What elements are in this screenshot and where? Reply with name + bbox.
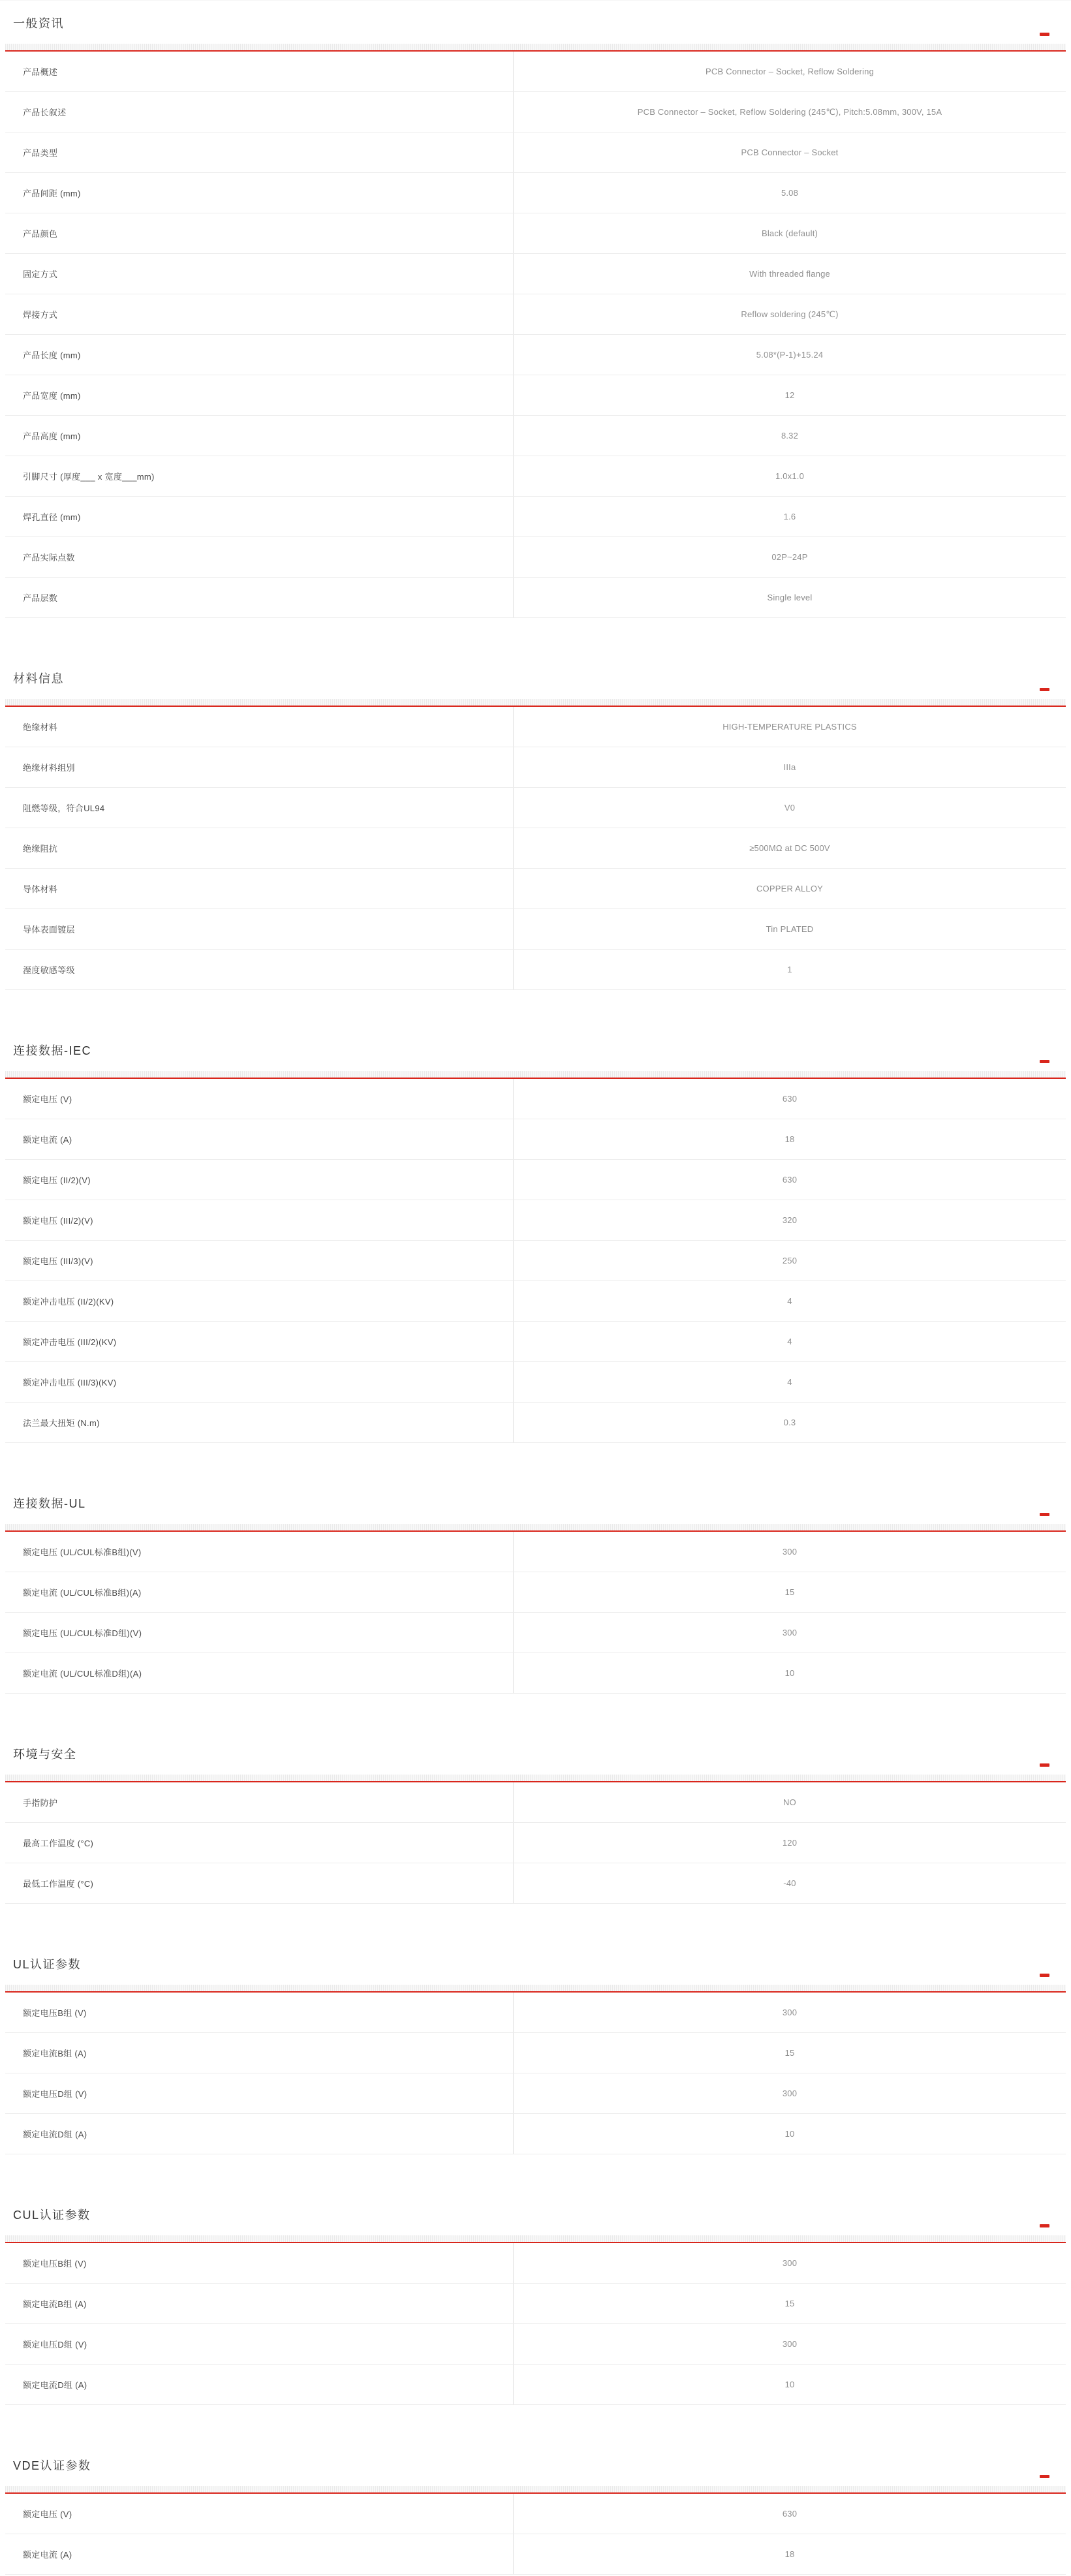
table-head-stripe [5, 2235, 1066, 2242]
row-value: With threaded flange [749, 269, 830, 279]
table-row [5, 1403, 1066, 1443]
row-label: 焊接方式 [5, 294, 514, 334]
row-value: 8.32 [781, 431, 799, 441]
section-title: 连接数据-IEC [13, 1044, 91, 1057]
row-value: Tin PLATED [766, 924, 814, 934]
row-value: 1 [787, 965, 792, 974]
section-header [5, 1741, 1066, 1781]
row-label: 额定电流B组 (A) [5, 2033, 514, 2073]
table-row [5, 416, 1066, 456]
row-label: 额定电压 (III/2)(V) [5, 1200, 514, 1240]
row-label: 产品长度 (mm) [5, 335, 514, 375]
table-head-stripe [5, 1775, 1066, 1781]
row-label: 产品颜色 [5, 213, 514, 253]
table-head-stripe [5, 1985, 1066, 1991]
table-row [5, 2494, 1066, 2534]
minus-icon[interactable] [1040, 1513, 1049, 1516]
row-label: 额定电压 (II/2)(V) [5, 1160, 514, 1200]
section-title: VDE认证参数 [13, 2459, 91, 2472]
table-row [5, 578, 1066, 618]
row-value: NO [783, 1797, 796, 1807]
row-value: V0 [784, 803, 796, 813]
table-row [5, 2534, 1066, 2575]
row-value: PCB Connector – Socket [741, 147, 839, 157]
row-label: 额定电压 (UL/CUL标准D组)(V) [5, 1613, 514, 1653]
row-value: 15 [784, 1587, 795, 1597]
row-value: ≥500MΩ at DC 500V [749, 843, 830, 853]
section-header [5, 665, 1066, 706]
table-row [5, 1863, 1066, 1904]
table-head-stripe [5, 1071, 1066, 1078]
row-label: 额定电流 (A) [5, 1119, 514, 1159]
table-row [5, 1782, 1066, 1823]
row-label: 导体材料 [5, 869, 514, 908]
row-value: 630 [782, 1094, 798, 1104]
row-label: 手指防护 [5, 1782, 514, 1822]
spec-table [5, 1782, 1066, 1904]
table-row [5, 869, 1066, 909]
row-value: 300 [782, 2008, 798, 2017]
row-label: 法兰最大扭矩 (N.m) [5, 1403, 514, 1442]
section-header [5, 10, 1066, 50]
table-row [5, 375, 1066, 416]
section-title: 连接数据-UL [13, 1497, 86, 1510]
table-row [5, 707, 1066, 747]
row-label: 额定电流D组 (A) [5, 2365, 514, 2404]
row-value: 02P~24P [771, 552, 808, 562]
row-label: 产品宽度 (mm) [5, 375, 514, 415]
row-label: 额定电压 (III/3)(V) [5, 1241, 514, 1280]
row-value: 250 [782, 1256, 798, 1265]
table-row [5, 909, 1066, 950]
row-value: PCB Connector – Socket, Reflow Soldering (245℃), Pitch:5.08mm, 300V, 15A [637, 106, 942, 117]
row-label: 额定电压B组 (V) [5, 1993, 514, 2032]
minus-icon[interactable] [1040, 2224, 1049, 2227]
table-row [5, 537, 1066, 578]
spec-section [5, 2452, 1066, 2575]
section-header [5, 1951, 1066, 1991]
table-row [5, 1362, 1066, 1403]
table-row [5, 213, 1066, 254]
table-row [5, 173, 1066, 213]
row-value: 300 [782, 1628, 798, 1637]
row-value: Black (default) [761, 228, 818, 238]
spec-section [5, 2201, 1066, 2405]
table-row [5, 497, 1066, 537]
table-row [5, 254, 1066, 294]
row-value: 5.08*(P-1)+15.24 [756, 350, 824, 360]
row-label: 产品长叙述 [5, 92, 514, 132]
row-label: 额定电压 (V) [5, 2494, 514, 2534]
table-row [5, 2243, 1066, 2284]
row-label: 产品类型 [5, 132, 514, 172]
row-label: 引脚尺寸 (厚度___ x 宽度___mm) [5, 456, 514, 496]
row-value: 1.6 [783, 512, 796, 521]
table-row [5, 2324, 1066, 2365]
minus-icon[interactable] [1040, 688, 1049, 691]
row-value: 10 [784, 2129, 795, 2139]
row-label: 产品高度 (mm) [5, 416, 514, 456]
table-row [5, 1119, 1066, 1160]
spec-table [5, 1532, 1066, 1694]
row-value: 15 [784, 2299, 795, 2308]
table-row [5, 294, 1066, 335]
row-value: 1.0x1.0 [775, 471, 805, 481]
table-row [5, 1079, 1066, 1119]
minus-icon[interactable] [1040, 2475, 1049, 2478]
table-head-stripe [5, 1524, 1066, 1530]
spec-section [5, 1490, 1066, 1694]
row-value: 15 [784, 2048, 795, 2058]
row-label: 额定电流 (A) [5, 2534, 514, 2574]
section-title: 环境与安全 [13, 1748, 77, 1761]
row-label: 固定方式 [5, 254, 514, 294]
row-label: 额定电流 (UL/CUL标准B组)(A) [5, 1572, 514, 1612]
table-row [5, 828, 1066, 869]
spec-section [5, 1741, 1066, 1904]
table-row [5, 1823, 1066, 1863]
spec-table [5, 2494, 1066, 2575]
row-label: 绝缘材料组别 [5, 747, 514, 787]
table-row [5, 335, 1066, 375]
spec-table [5, 1993, 1066, 2154]
table-row [5, 52, 1066, 92]
section-title: CUL认证参数 [13, 2209, 91, 2222]
row-label: 阻燃等级，符合UL94 [5, 788, 514, 828]
table-row [5, 132, 1066, 173]
row-label: 额定电流D组 (A) [5, 2114, 514, 2154]
table-head-stripe [5, 2486, 1066, 2492]
row-value: 4 [787, 1337, 792, 1346]
spec-section [5, 1037, 1066, 1443]
row-value: 12 [784, 390, 795, 400]
spec-section [5, 1951, 1066, 2154]
section-title: 一般资讯 [13, 17, 64, 30]
table-row [5, 747, 1066, 788]
row-value: 10 [784, 2380, 795, 2389]
minus-icon[interactable] [1040, 1763, 1049, 1767]
row-value: 18 [784, 2549, 795, 2559]
row-label: 导体表面镀层 [5, 909, 514, 949]
row-label: 额定电压D组 (V) [5, 2324, 514, 2364]
table-row [5, 1993, 1066, 2033]
row-value: 4 [787, 1377, 792, 1387]
row-value: 320 [782, 1215, 798, 1225]
row-label: 额定冲击电压 (III/2)(KV) [5, 1322, 514, 1361]
spec-table [5, 1079, 1066, 1443]
spec-section [5, 665, 1066, 990]
row-label: 额定电流B组 (A) [5, 2284, 514, 2323]
spec-table [5, 707, 1066, 990]
row-value: 18 [784, 1134, 795, 1144]
row-label: 额定电压 (UL/CUL标准B组)(V) [5, 1532, 514, 1572]
row-label: 焊孔直径 (mm) [5, 497, 514, 536]
section-header [5, 1037, 1066, 1078]
spec-table [5, 2243, 1066, 2405]
row-label: 额定电流 (UL/CUL标准D组)(A) [5, 1653, 514, 1693]
table-row [5, 2073, 1066, 2114]
table-row [5, 456, 1066, 497]
section-header [5, 2452, 1066, 2492]
row-value: 4 [787, 1296, 792, 1306]
table-row [5, 2365, 1066, 2405]
table-row [5, 1572, 1066, 1613]
section-header [5, 1490, 1066, 1530]
table-row [5, 1653, 1066, 1694]
section-header [5, 2201, 1066, 2242]
row-label: 最高工作温度 (°C) [5, 1823, 514, 1863]
row-value: PCB Connector – Socket, Reflow Soldering [705, 67, 874, 76]
table-row [5, 1241, 1066, 1281]
row-value: -40 [783, 1878, 796, 1888]
table-row [5, 1613, 1066, 1653]
table-row [5, 1532, 1066, 1572]
row-value: 300 [782, 2088, 798, 2098]
row-value: COPPER ALLOY [756, 884, 824, 893]
spec-section [5, 10, 1066, 618]
table-head-stripe [5, 699, 1066, 706]
spec-table [5, 52, 1066, 618]
row-value: 630 [782, 1175, 798, 1185]
row-label: 额定电压 (V) [5, 1079, 514, 1119]
row-label: 产品实际点数 [5, 537, 514, 577]
table-row [5, 2284, 1066, 2324]
table-row [5, 1160, 1066, 1200]
minus-icon[interactable] [1040, 33, 1049, 36]
table-row [5, 950, 1066, 990]
row-label: 产品间距 (mm) [5, 173, 514, 213]
minus-icon[interactable] [1040, 1974, 1049, 1977]
table-row [5, 1281, 1066, 1322]
row-value: 5.08 [781, 188, 799, 198]
section-title: UL认证参数 [13, 1958, 82, 1971]
row-label: 产品概述 [5, 52, 514, 91]
row-value: 300 [782, 2339, 798, 2349]
table-row [5, 2033, 1066, 2073]
section-title: 材料信息 [13, 672, 64, 685]
row-label: 额定冲击电压 (III/3)(KV) [5, 1362, 514, 1402]
table-head-stripe [5, 44, 1066, 50]
row-value: Single level [767, 593, 813, 602]
row-label: 额定电压D组 (V) [5, 2073, 514, 2113]
row-value: IIIa [783, 762, 796, 772]
row-label: 额定冲击电压 (II/2)(KV) [5, 1281, 514, 1321]
row-label: 绝缘阻抗 [5, 828, 514, 868]
row-value: HIGH-TEMPERATURE PLASTICS [722, 722, 857, 732]
row-label: 产品层数 [5, 578, 514, 617]
row-label: 最低工作温度 (°C) [5, 1863, 514, 1903]
row-value: 630 [782, 2509, 798, 2519]
row-label: 额定电压B组 (V) [5, 2243, 514, 2283]
table-row [5, 92, 1066, 132]
row-value: 120 [782, 1838, 798, 1848]
row-value: 300 [782, 1547, 798, 1557]
table-row [5, 2114, 1066, 2154]
table-row [5, 1322, 1066, 1362]
row-label: 绝缘材料 [5, 707, 514, 747]
minus-icon[interactable] [1040, 1060, 1049, 1063]
row-label: 溼度敏感等级 [5, 950, 514, 989]
row-value: Reflow soldering (245℃) [741, 309, 839, 319]
table-row [5, 1200, 1066, 1241]
table-row [5, 788, 1066, 828]
row-value: 0.3 [783, 1418, 796, 1427]
row-value: 300 [782, 2258, 798, 2268]
row-value: 10 [784, 1668, 795, 1678]
